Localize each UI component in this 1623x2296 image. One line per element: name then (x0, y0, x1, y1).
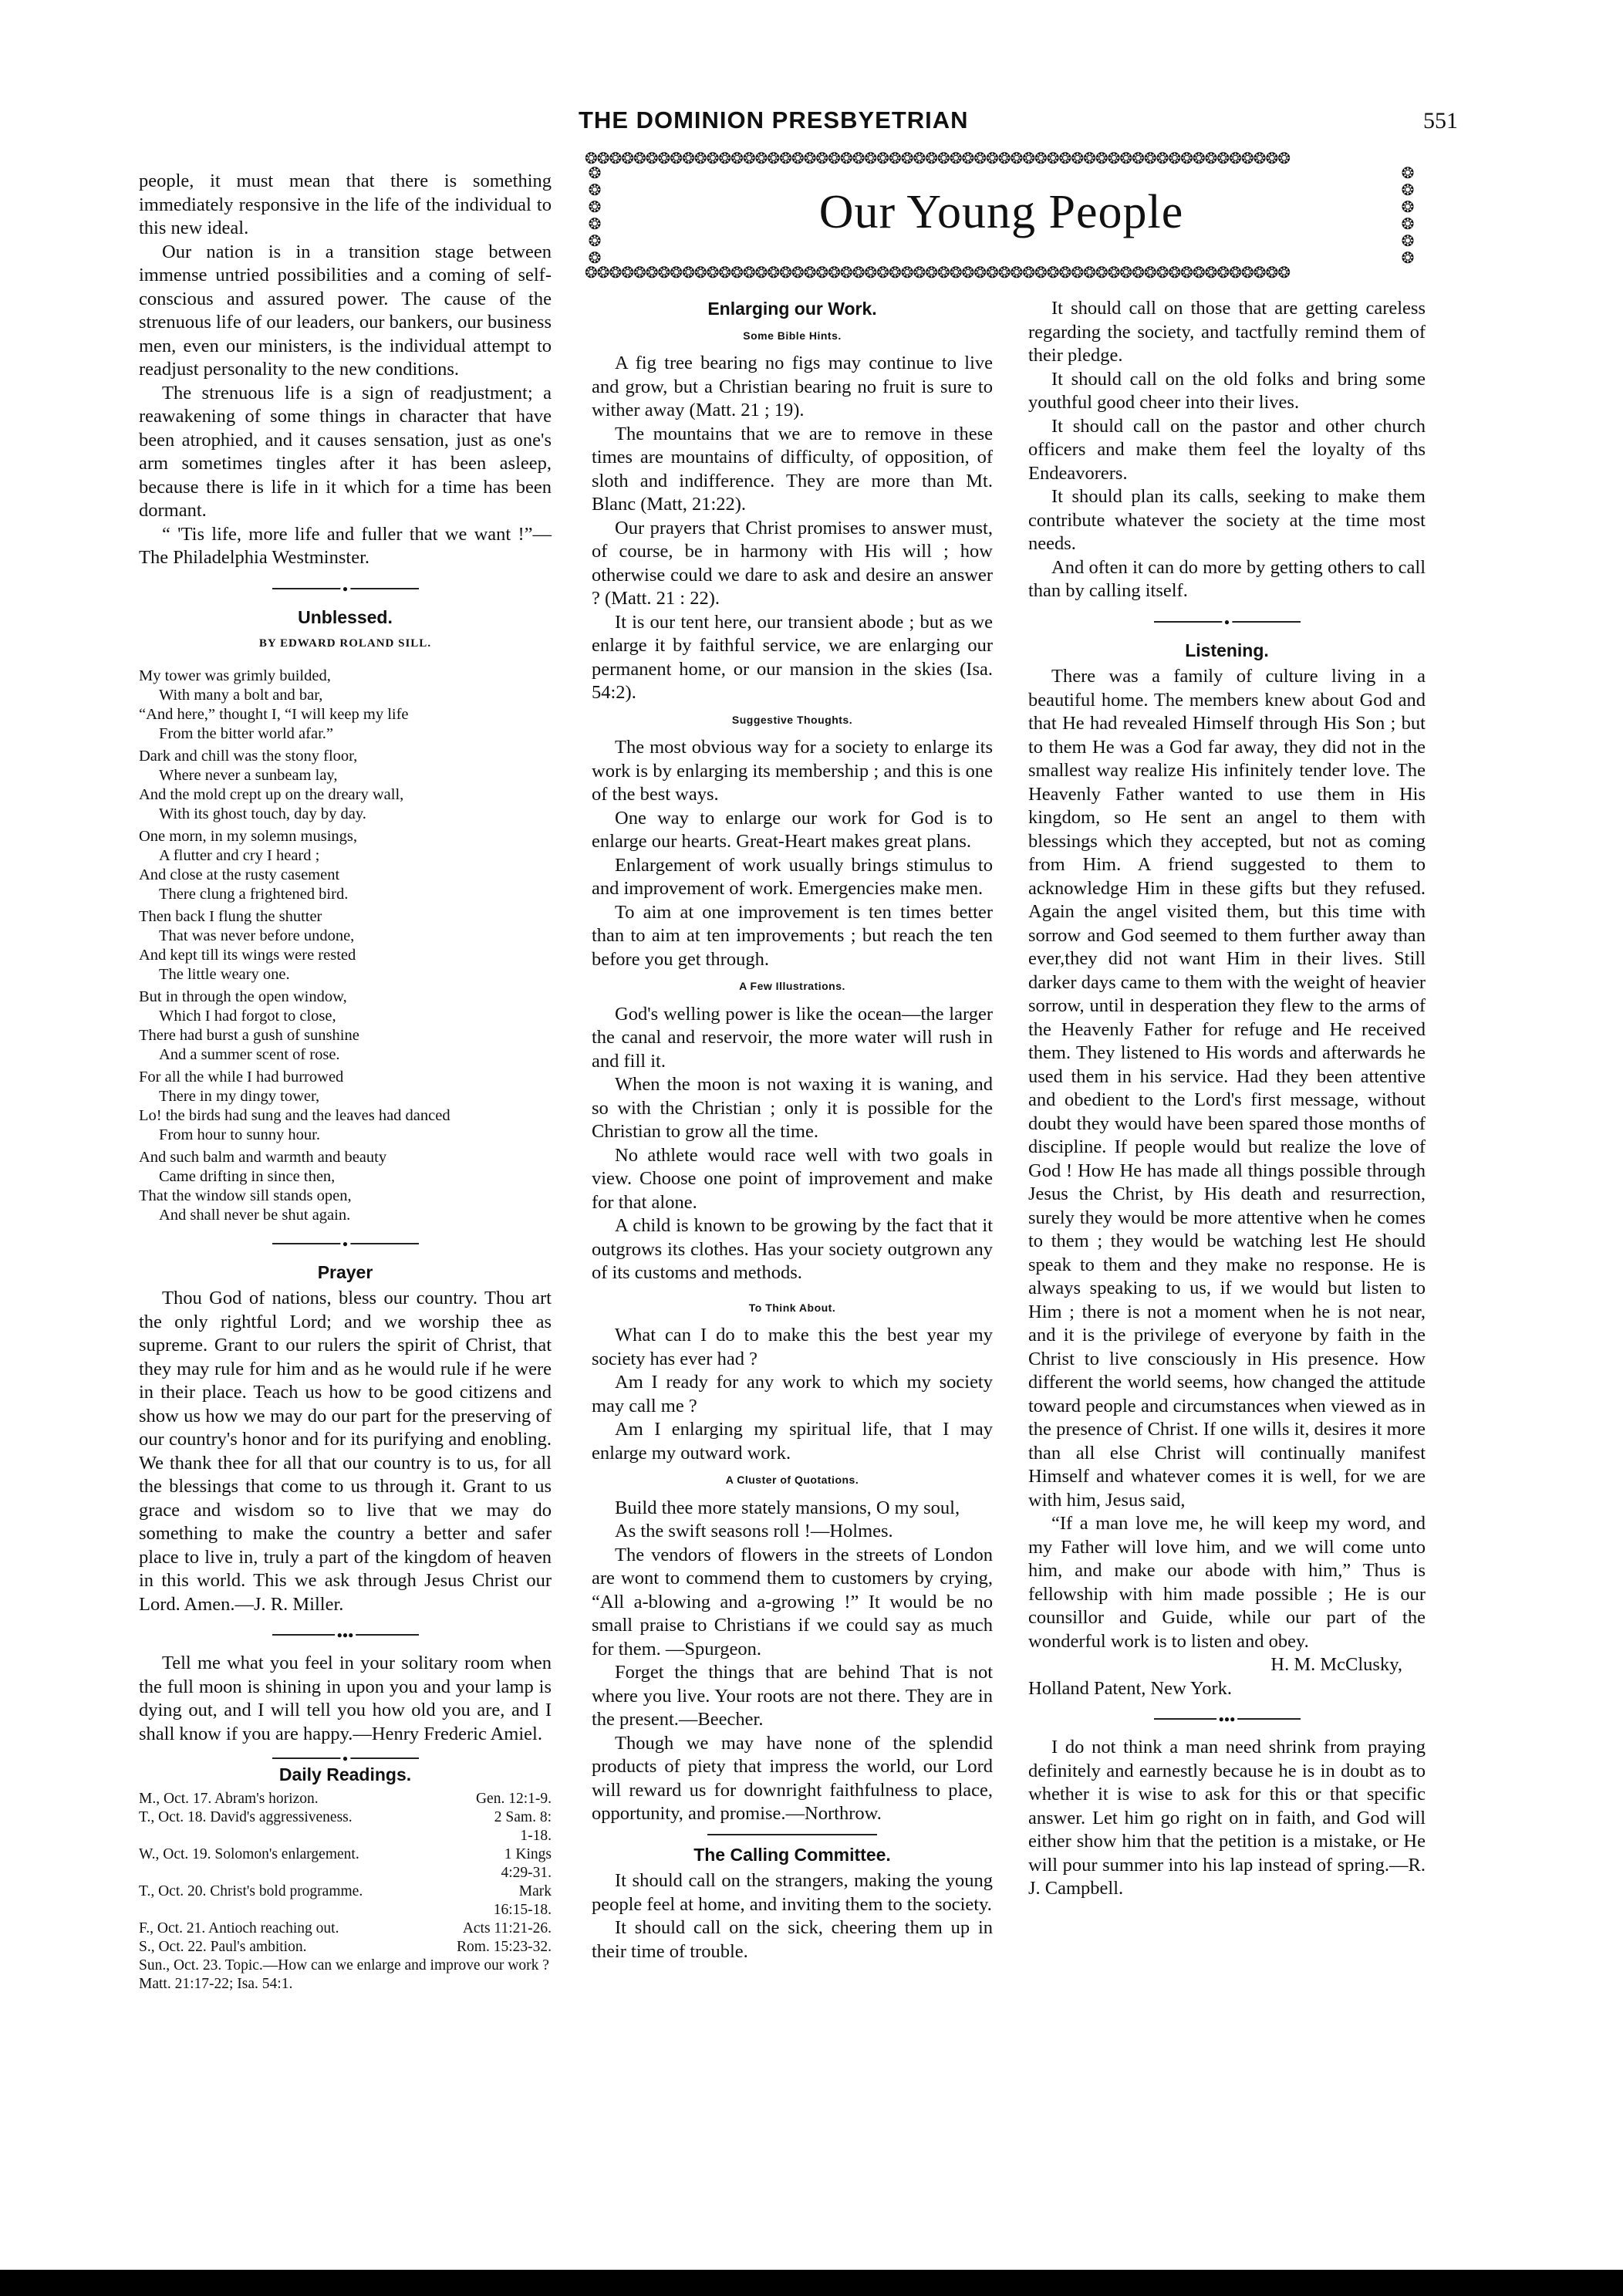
daily-readings (139, 1790, 552, 1994)
paragraph: “If a man love me, he will keep my word, and my Father will love him, and we will come unto him, and make our abode with him,” Thus is fellowship with him made possible ; He is our counsillor and Guide, while our part of the wonderful work is to listen and obey. (1028, 1513, 1426, 1652)
reading-day: T., Oct. 18. David's aggressiveness. (139, 1808, 353, 1825)
paragraph: A child is known to be growing by the fact that it outgrows its clothes. Has your society outgrown any of its customs and methods. (592, 1215, 993, 1283)
subheading: A Few Illustrations. (739, 980, 845, 992)
poem-line: There in my dingy tower, (159, 1087, 320, 1105)
poem-line: And such balm and warmth and beauty (139, 1148, 387, 1166)
reading-ref: Mark (518, 1882, 552, 1899)
poem (139, 667, 552, 1225)
poem-stanza (139, 827, 552, 904)
paragraph: No athlete would race well with two goals in view. Choose one point of improvement and make for that alone. (592, 1144, 993, 1213)
section-divider: ● (272, 587, 419, 590)
scan-edge (0, 2270, 1623, 2296)
paragraph: The most obvious way for a society to enlarge its work is by enlarging its membership ; and this is one of the best ways. (592, 737, 993, 805)
poem-byline: BY EDWARD ROLAND SILL. (258, 637, 432, 650)
reading-day: S., Oct. 22. Paul's ambition. (139, 1938, 307, 1955)
paragraph: It should call on the pastor and other church officers and make them feel the loyalty of ths Endeavorers. (1028, 415, 1426, 484)
section-divider: ● (1154, 620, 1301, 623)
paragraph: The strenuous life is a sign of readjustment; a reawakening of some things in character that have been atrophied, and it causes sensation, just as one's arm sometimes tingles after it has been asleep, because there is life in it which for a time has been dormant. (139, 382, 552, 521)
reading-ref: 2 Sam. 8: (494, 1808, 552, 1825)
ornament-border-left: ❂ ❂ ❂ ❂ ❂ ❂ (588, 165, 602, 267)
paragraph: It is our tent here, our transient abode ; but as we enlarge it by faithful service, we are enlarging our permanent home, or our mansion in the skies (Isa. 54:2). (592, 611, 993, 703)
poem-line: But in through the open window, (139, 988, 347, 1005)
reading-day: W., Oct. 19. Solomon's enlargement. (139, 1845, 359, 1862)
reading-day: F., Oct. 21. Antioch reaching out. (139, 1920, 339, 1936)
poem-stanza (139, 1068, 552, 1145)
paragraph: Enlargement of work usually brings stimulus to and improvement of work. Emergencies make men. (592, 854, 993, 899)
reading-day: T., Oct. 20. Christ's bold programme. (139, 1882, 363, 1899)
article-title: Enlarging our Work. (707, 299, 877, 319)
ornament-border-bottom: ❂❂❂❂❂❂❂❂❂❂❂❂❂❂❂❂❂❂❂❂❂❂❂❂❂❂❂❂❂❂❂❂❂❂❂❂❂❂❂❂❂❂❂❂❂❂❂❂❂❂❂❂❂❂❂❂❂❂ (585, 265, 1290, 281)
page-number: 551 (1423, 108, 1458, 133)
signature: H. M. McClusky, (1270, 1654, 1402, 1675)
reading-ref: Acts 11:21-26. (462, 1920, 552, 1936)
subheading: To Think About. (748, 1301, 836, 1314)
paragraph: A fig tree bearing no figs may continue to live and grow, but a Christian bearing no fruit is sure to wither away (Matt. 21 ; 19). (592, 353, 993, 420)
paragraph: Build thee more stately mansions, O my soul, (615, 1497, 960, 1518)
section-divider: ● (272, 1757, 419, 1760)
reading-row (139, 1790, 552, 1808)
paragraph: One way to enlarge our work for God is to enlarge our hearts. Great-Heart makes great plans. (592, 807, 993, 852)
readings-title: Daily Readings. (278, 1764, 412, 1784)
signature-place: Holland Patent, New York. (1028, 1677, 1233, 1699)
poem-line: And close at the rusty casement (139, 866, 340, 883)
paragraph: It should call on the sick, cheering them up in their time of trouble. (592, 1917, 993, 1962)
poem-title: Unblessed. (298, 606, 393, 627)
poem-line: And shall never be shut again. (159, 1206, 351, 1224)
poem-line: With its ghost touch, day by day. (159, 805, 366, 822)
article-title: The Calling Committee. (693, 1844, 891, 1865)
paragraph: Our nation is in a transition stage between immense untried possibilities and a coming of self-conscious and assured power. The cause of the strenuous life of our leaders, our bankers, our business men, even our ministers, is the individual attempt to readjust personality to the new conditions. (139, 241, 552, 380)
paragraph: “ 'Tis life, more life and fuller that we want !”—The Philadelphia Westminster. (139, 523, 552, 568)
paragraph: As the swift seasons roll !—Holmes. (615, 1521, 893, 1541)
poem-line: From the bitter world afar.” (159, 724, 334, 742)
reading-ref: Gen. 12:1-9. (475, 1790, 552, 1807)
paragraph: The vendors of flowers in the streets of London are wont to commend them to customers by crying, “All a-blowing and a-growing !” It would be no small praise to Christians if we could say as much for them. —Spurgeon. (592, 1544, 993, 1660)
poem-line: That was never before undone, (159, 927, 355, 944)
section-banner (585, 151, 1418, 281)
section-divider: ●●● (1154, 1717, 1301, 1720)
paragraph: Though we may have none of the splendid products of piety that impress the world, our Lord will reward us for downright faithfulness to place, opportunity, and promise.—Northrow. (592, 1732, 993, 1824)
poem-line: And the mold crept up on the dreary wall, (139, 785, 404, 803)
poem-stanza (139, 667, 552, 744)
reading-topic: Sun., Oct. 23. Topic.—How can we enlarge and improve our work ? Matt. 21:17-22; Isa. 54:1. (139, 1957, 549, 1992)
poem-line: There clung a frightened bird. (159, 885, 349, 903)
section-divider: ●●● (272, 1633, 419, 1636)
banner-title: Our Young People (818, 186, 1184, 238)
page-header (131, 106, 1458, 140)
reading-day: M., Oct. 17. Abram's horizon. (139, 1790, 319, 1807)
paragraph: It should call on the old folks and bring some youthful good cheer into their lives. (1028, 368, 1426, 413)
reading-row (139, 1938, 552, 1957)
section-rule (707, 1834, 877, 1835)
section-divider: ● (272, 1242, 419, 1245)
paragraph: It should plan its calls, seeking to make them contribute whatever the society at the time most needs. (1028, 486, 1426, 554)
column-right (1028, 297, 1426, 1901)
paragraph: I do not think a man need shrink from praying definitely and earnestly because he is in doubt as to whether it is wise to ask for this or that specific answer. Let him go right on in faith, and God will either show him that the petition is a mistake, or He will pour summer into his lap instead of spring.—R. J. Campbell. (1028, 1737, 1426, 1899)
paragraph: It should call on those that are getting careless regarding the society, and tactfully remind them of their pledge. (1028, 298, 1426, 366)
poem-stanza (139, 1148, 552, 1225)
reading-row (139, 1845, 552, 1864)
poem-line: The little weary one. (159, 965, 290, 983)
reading-ref-cont: 1-18. (520, 1827, 552, 1844)
reading-row (139, 1882, 552, 1901)
poem-line: One morn, in my solemn musings, (139, 827, 358, 845)
subheading: A Cluster of Quotations. (725, 1474, 859, 1486)
paragraph: God's welling power is like the ocean—the larger the canal and reservoir, the more water will rush in and fill it. (592, 1003, 993, 1072)
paragraph: Am I ready for any work to which my society may call me ? (592, 1372, 993, 1416)
poem-line: With many a bolt and bar, (159, 686, 323, 704)
reading-row (139, 1808, 552, 1827)
poem-line: Where never a sunbeam lay, (159, 766, 338, 784)
poem-line: That the window sill stands open, (139, 1187, 352, 1204)
poem-line: And a summer scent of rose. (159, 1045, 340, 1063)
reading-ref: Rom. 15:23-32. (457, 1938, 552, 1955)
paragraph: Am I enlarging my spiritual life, that I may enlarge my outward work. (592, 1419, 993, 1464)
poem-line: A flutter and cry I heard ; (159, 846, 320, 864)
paragraph: There was a family of culture living in a beautiful home. The members knew about God and that He had revealed Himself through His Son ; but to them He was a God far away, they did not in the smallest way realize His infinitely tender love. The Heavenly Father wanted to use them in His kingdom, so He sent an angel to them with blessings which they accepted, but not as coming from Him. A friend suggested to them to acknowledge Him in these gifts but they refused. Again the angel visited them, but this time with sorrow and God seemed to them further away than ever,they did not want Him in their lives. Still darker days came to them with the weight of heavier sorrow, until in desperation they flew to the arms of the Heavenly Father for refuge and He received them. They listened to His words and afterwards he used them in his service. Had they been attentive and obedient to the Lord's first message, without doubt they would have been spared those months of discipline. If people would but realize the love of God ! How He has made all things possible through Jesus the Christ, by His death and resurrection, surely they would be more attentive when he comes to them ; they would be watching lest He should speak to them and they make no response. He is always speaking to us, if we would but listen to Him ; there is not a moment when he is not near, and it is the privilege of everyone by faith in the Christ to live consciously in His presence. How different the world seems, how changed the attitude toward people and circumstances when viewed as in the presence of Christ. If one wills it, desires it more than all else Christ will continually manifest Himself and whatever comes it is well, for we are with him, Jesus said, (1028, 666, 1426, 1511)
poem-line: And kept till its wings were rested (139, 946, 356, 964)
ornament-border-top: ❂❂❂❂❂❂❂❂❂❂❂❂❂❂❂❂❂❂❂❂❂❂❂❂❂❂❂❂❂❂❂❂❂❂❂❂❂❂❂❂❂❂❂❂❂❂❂❂❂❂❂❂❂❂❂❂❂❂ (585, 151, 1290, 167)
paragraph: people, it must mean that there is something immediately responsive in the life of the individual to this new ideal. (139, 171, 552, 238)
paragraph: And often it can do more by getting others to call than by calling itself. (1028, 556, 1426, 601)
poem-line: Then back I flung the shutter (139, 907, 322, 925)
paragraph: It should call on the strangers, making the young people feel at home, and inviting them to the society. (592, 1870, 993, 1915)
poem-line: There had burst a gush of sunshine (139, 1026, 359, 1044)
article-title: Listening. (1185, 640, 1269, 660)
poem-line: Dark and chill was the stony floor, (139, 747, 358, 765)
poem-stanza (139, 747, 552, 824)
paragraph: What can I do to make this the best year my society has ever had ? (592, 1325, 993, 1369)
poem-line: Came drifting in since then, (159, 1167, 336, 1185)
poem-line: Which I had forgot to close, (159, 1007, 336, 1025)
reading-row (139, 1920, 552, 1938)
poem-line: From hour to sunny hour. (159, 1126, 320, 1143)
paragraph: Our prayers that Christ promises to answer must, of course, be in harmony with His will ; how otherwise could we dare to ask and desire an answer ? (Matt. 21 : 22). (592, 517, 993, 609)
reading-ref-cont: 16:15-18. (493, 1901, 552, 1918)
poem-line: My tower was grimly builded, (139, 667, 331, 684)
ornament-border-right: ❂ ❂ ❂ ❂ ❂ ❂ (1401, 165, 1415, 267)
column-middle (592, 297, 993, 1963)
paragraph: When the moon is not waxing it is waning, and so with the Christian ; only it is possible for the Christian to grow all the time. (592, 1074, 993, 1142)
paragraph: To aim at one improvement is ten times better than to aim at ten improvements ; but reach the ten before you get through. (592, 901, 993, 970)
poem-stanza (139, 907, 552, 984)
poem-stanza (139, 988, 552, 1065)
subheading: Suggestive Thoughts. (731, 713, 853, 726)
poem-line: “And here,” thought I, “I will keep my life (139, 705, 409, 723)
reading-ref-cont: 4:29-31. (501, 1864, 552, 1881)
prayer-text: Thou God of nations, bless our country. Thou art the only rightful Lord; and we worship thee as supreme. Grant to our rulers the spirit of Christ, that they may rule for him and as he would rule if he were in their place. Teach us how to be good citizens and show us how we may do our part for the preserving of our country's honor and for its purifying and enobling. We thank thee for all that our country is to us, for all the blessings that come to us through it. Grant to us grace and wisdom so to live that we may do something to make the country a better and safer place to live in, truly a part of the kingdom of heaven in this world. This we ask through Jesus Christ our Lord. Amen.—J. R. Miller. (139, 1288, 552, 1615)
reading-ref: 1 Kings (504, 1845, 552, 1862)
amiel-quote: Tell me what you feel in your solitary room when the full moon is shining in upon you and your lamp is dying out, and I will tell you how old you are, and I shall know if you are happy.—Henry Frederic Amiel. (139, 1653, 552, 1744)
paragraph: The mountains that we are to remove in these times are mountains of difficulty, of opposition, of sloth and indifference. They are more than Mt. Blanc (Matt, 21:22). (592, 423, 993, 515)
column-left (139, 170, 552, 1994)
paragraph: Forget the things that are behind That is not where you live. Your roots are not there. They are in the present.—Beecher. (592, 1662, 993, 1730)
running-title: THE DOMINION PRESBYETRIAN (579, 106, 969, 133)
prayer-title: Prayer (317, 1261, 373, 1282)
subheading: Some Bible Hints. (743, 329, 842, 342)
poem-line: For all the while I had burrowed (139, 1068, 344, 1086)
poem-line: Lo! the birds had sung and the leaves had danced (139, 1106, 450, 1124)
